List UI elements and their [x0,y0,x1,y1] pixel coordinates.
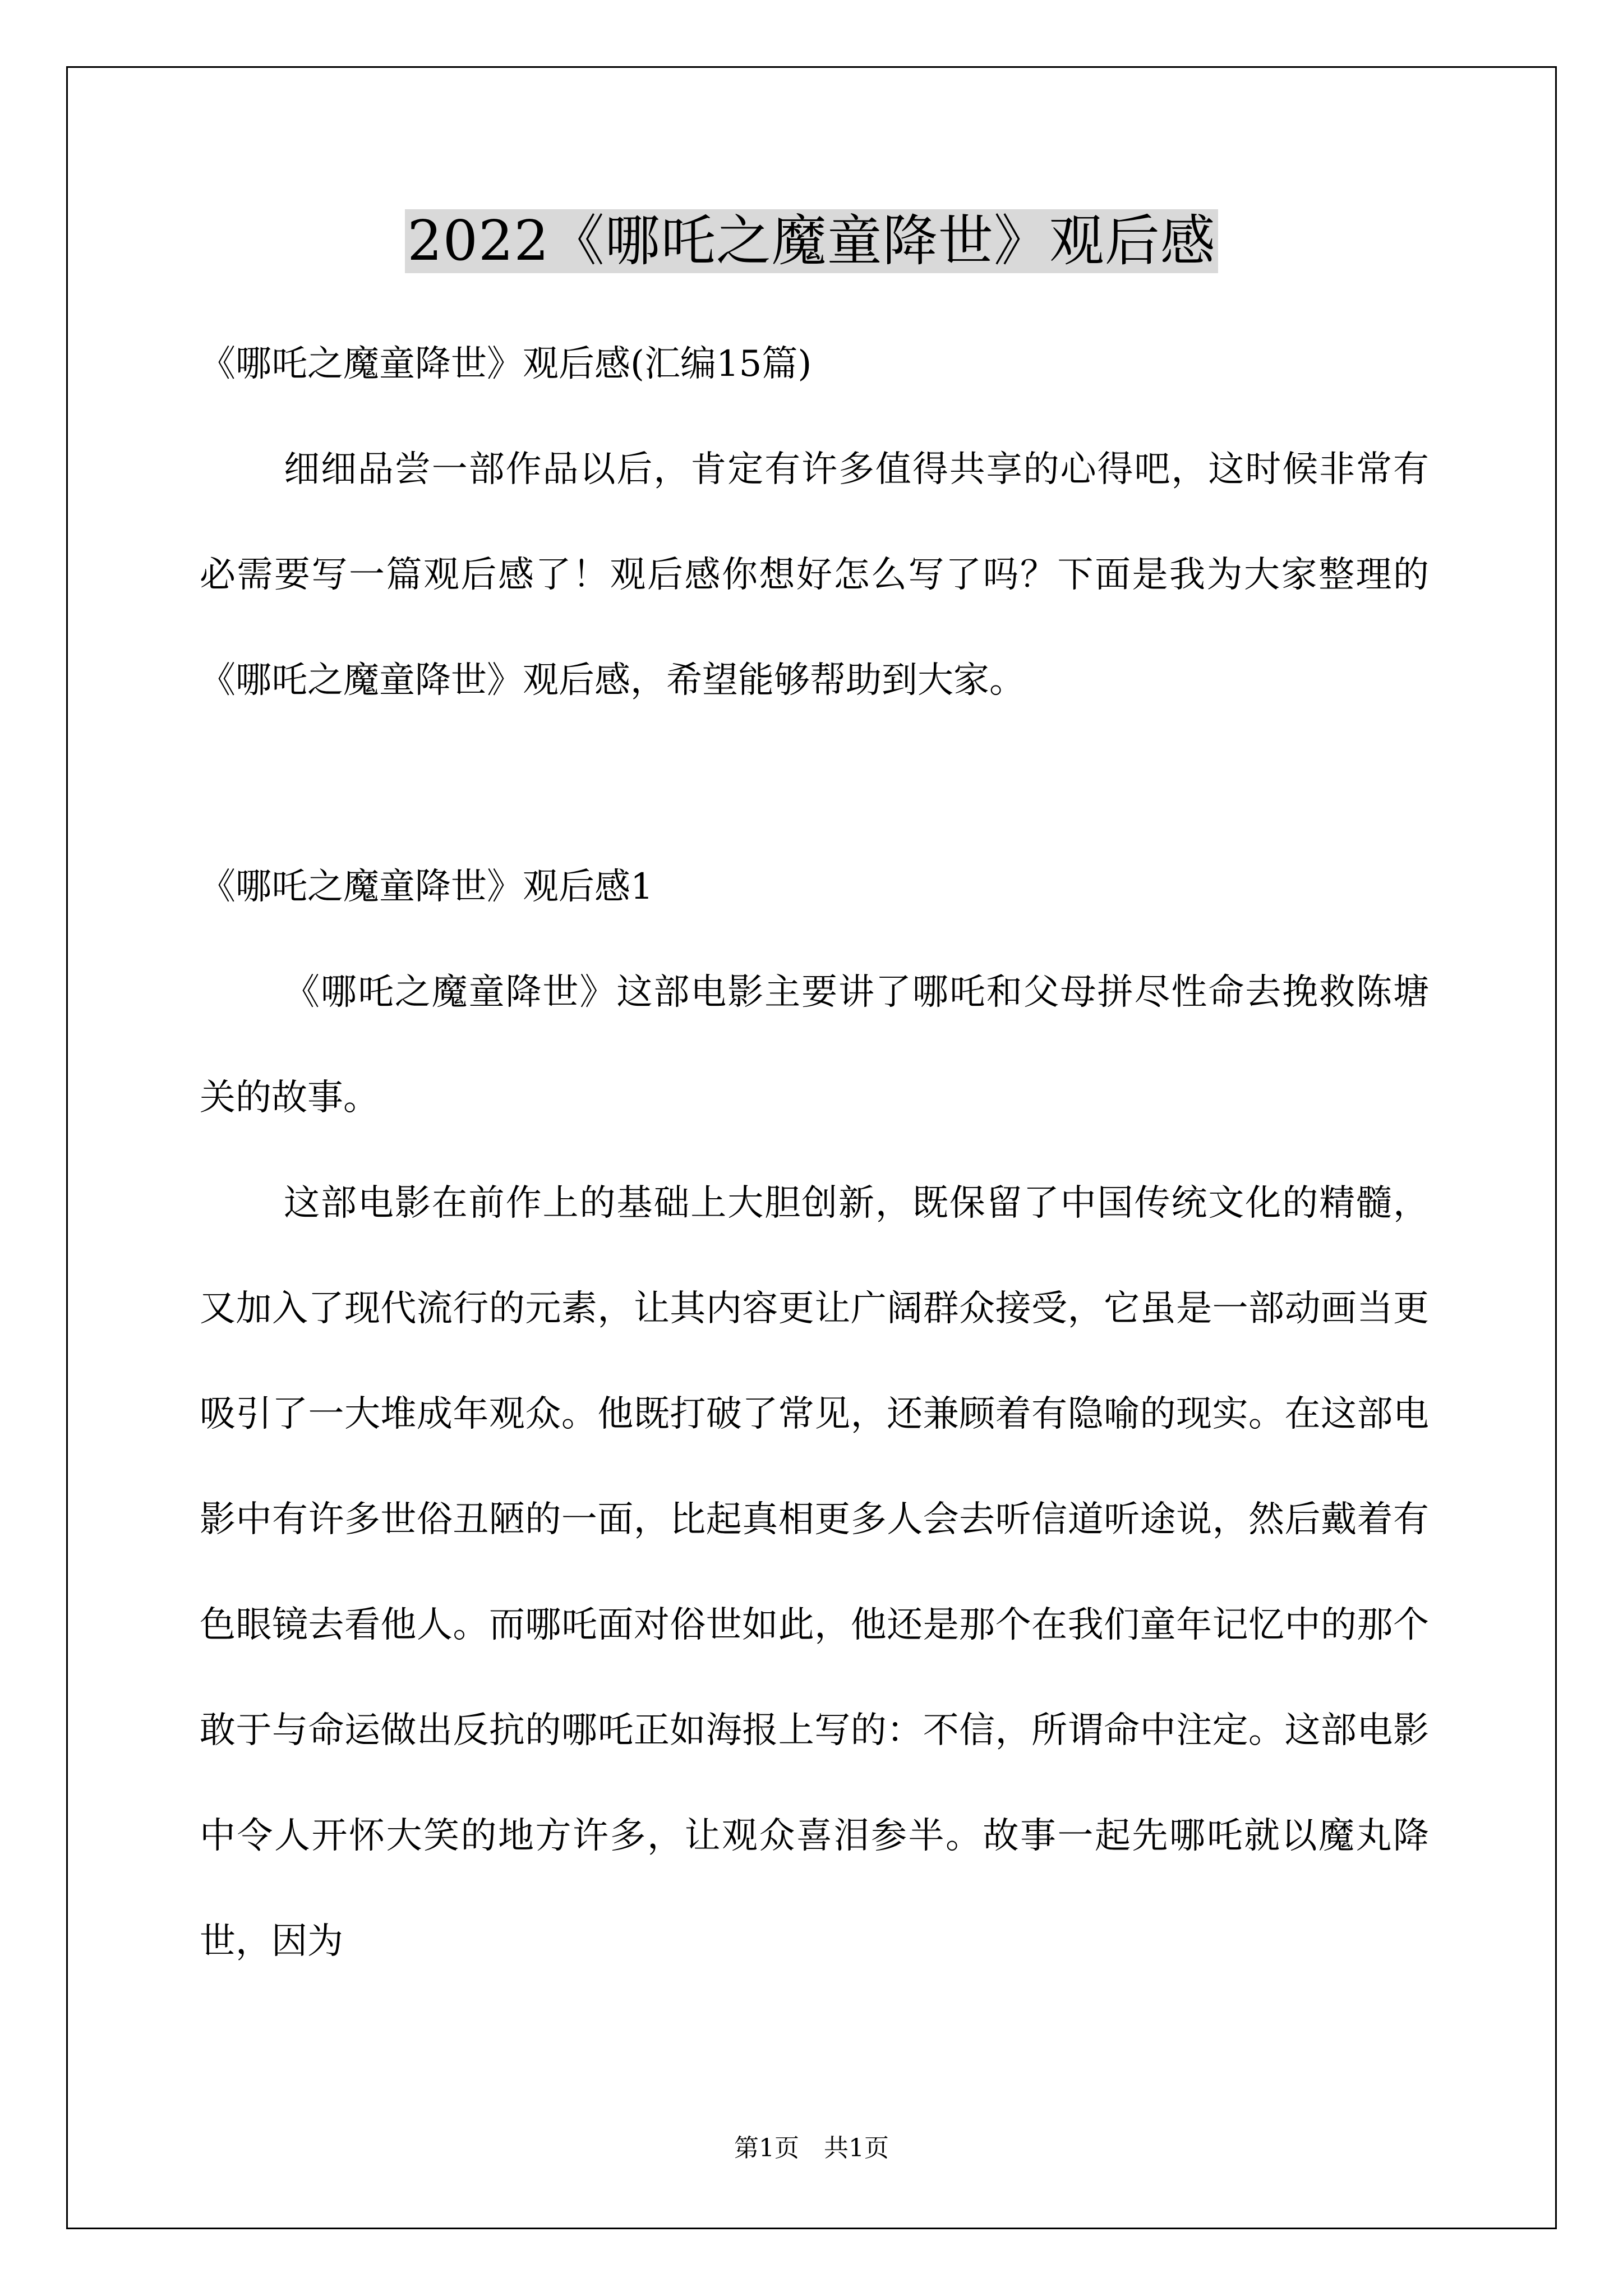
document-body [200,311,1429,1994]
document-title-text: 2022《哪吒之魔童降世》观后感 [405,209,1218,273]
section-heading: 《哪吒之魔童降世》观后感1 [200,866,653,908]
document-title [0,205,1623,278]
section-spacer [200,733,1429,834]
body-paragraph: 这部电影在前作上的基础上大胆创新，既保留了中国传统文化的精髓，又加入了现代流行的元素，让其内容更让广阔群众接受，它虽是一部动画当更吸引了一大堆成年观众。他既打破了常见，还兼顾着有隐喻的现实。在这部电影中有许多世俗丑陋的一面，比起真相更多人会去听信道听途说，然后戴着有色眼镜去看他人。而哪吒面对俗世如此，他还是那个在我们童年记忆中的那个敢于与命运做出反抗的哪吒正如海报上写的：不信，所谓命中注定。这部电影中令人开怀大笑的地方许多，让观众喜泪参半。故事一起先哪吒就以魔丸降世，因为 [200,1182,1429,1962]
document-subtitle: 《哪吒之魔童降世》观后感(汇编15篇) [200,343,812,385]
body-paragraph: 《哪吒之魔童降世》这部电影主要讲了哪吒和父母拼尽性命去挽救陈塘关的故事。 [200,972,1429,1119]
intro-paragraph: 细细品尝一部作品以后，肯定有许多值得共享的心得吧，这时候非常有必需要写一篇观后感了！观后感你想好怎么写了吗？下面是我为大家整理的《哪吒之魔童降世》观后感，希望能够帮助到大家。 [200,449,1429,701]
page-footer: 第1页 共1页 [734,2134,889,2162]
